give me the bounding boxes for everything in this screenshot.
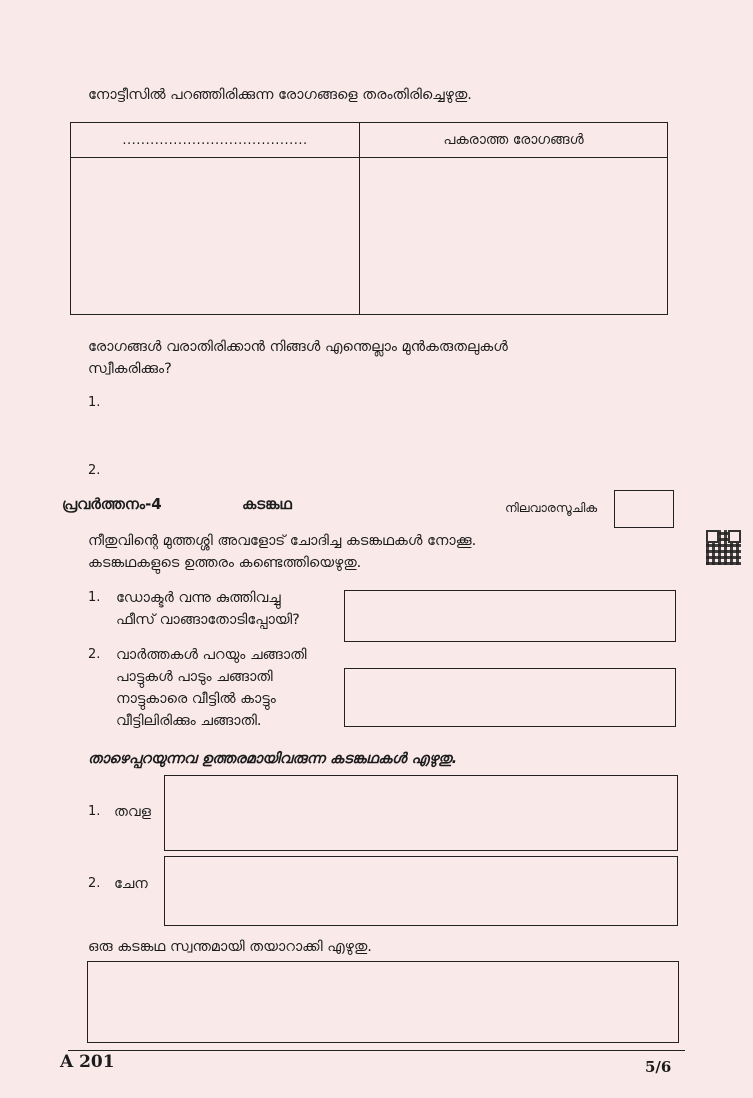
riddle-1-number: 1. xyxy=(88,590,101,605)
question-own-riddle: ഒരു കടങ്കഥ സ്വന്തമായി തയാറാക്കി എഴുതു. xyxy=(88,939,372,955)
intro-line2: കടങ്കഥകളുടെ ഉത്തരം കണ്ടെത്തിയെഴുതു. xyxy=(88,555,362,571)
answer-1-box[interactable] xyxy=(164,775,678,851)
answer-1-number: 1. xyxy=(88,804,101,819)
answer-1-word: തവള xyxy=(114,804,151,820)
riddle-2-line2: പാട്ടുകൾ പാടും ചങ്ങാതി xyxy=(116,669,273,685)
indicator-box[interactable] xyxy=(614,490,674,528)
riddle-2-line1: വാർത്തകൾ പറയും ചങ്ങാതി xyxy=(116,647,307,663)
riddle-2-line3: നാട്ടുകാരെ വീട്ടിൽ കാട്ടും xyxy=(116,691,276,707)
table-header-non-communicable xyxy=(360,123,668,158)
qr-code-icon xyxy=(706,530,741,565)
answer-2-word: ചേന xyxy=(114,876,148,892)
riddle-2-line4: വീട്ടിലിരിക്കും ചങ്ങാതി. xyxy=(116,713,262,729)
question-write-riddles: താഴെപ്പറയുന്നവ ഉത്തരമായിവരുന്ന കടങ്കഥകൾ എഴുതു. xyxy=(88,751,458,767)
page-number: 5/6 xyxy=(645,1058,672,1076)
activity-title: പ്രവർത്തനം-4 xyxy=(62,495,162,513)
own-riddle-box[interactable] xyxy=(87,961,679,1043)
header-dots: ........................................ xyxy=(122,133,308,148)
answer-2-number: 2. xyxy=(88,876,101,891)
indicator-label: നിലവാരസൂചിക xyxy=(505,500,598,515)
intro-line1: നീതുവിന്റെ മുത്തശ്ശി അവളോട് ചോദിച്ച കടങ്കഥകൾ നോക്കൂ. xyxy=(88,533,477,549)
table-header-blank xyxy=(71,123,360,158)
riddle-2-answer-box[interactable] xyxy=(344,668,676,727)
question-paper-code: A 201 xyxy=(60,1052,115,1072)
table-cell-col2[interactable] xyxy=(360,158,668,315)
answer-item-2: 2. xyxy=(88,463,101,478)
header-label: പകരാത്ത രോഗങ്ങൾ xyxy=(443,132,584,148)
question-precaution-line1: രോഗങ്ങൾ വരാതിരിക്കാൻ നിങ്ങൾ എന്തെല്ലാം മുൻകരുതലുകൾ xyxy=(88,339,508,355)
question-precaution-line2: സ്വീകരിക്കും? xyxy=(88,361,172,377)
table-cell-col1[interactable] xyxy=(71,158,360,315)
riddle-1-line2: ഫീസ് വാങ്ങാതോടിപ്പോയി? xyxy=(116,612,300,628)
question-classify: നോട്ടീസിൽ പറഞ്ഞിരിക്കുന്ന രോഗങ്ങളെ തരംതിരിച്ചെഴുതു. xyxy=(88,87,472,103)
riddle-2-number: 2. xyxy=(88,647,101,662)
classification-table xyxy=(70,122,668,315)
activity-subtitle: കടങ്കഥ xyxy=(242,495,292,513)
riddle-1-line1: ഡോക്ടർ വന്നു കുത്തിവച്ചു xyxy=(116,590,281,606)
answer-2-box[interactable] xyxy=(164,856,678,926)
riddle-1-answer-box[interactable] xyxy=(344,590,676,642)
footer-divider xyxy=(68,1050,685,1051)
answer-item-1: 1. xyxy=(88,395,101,410)
